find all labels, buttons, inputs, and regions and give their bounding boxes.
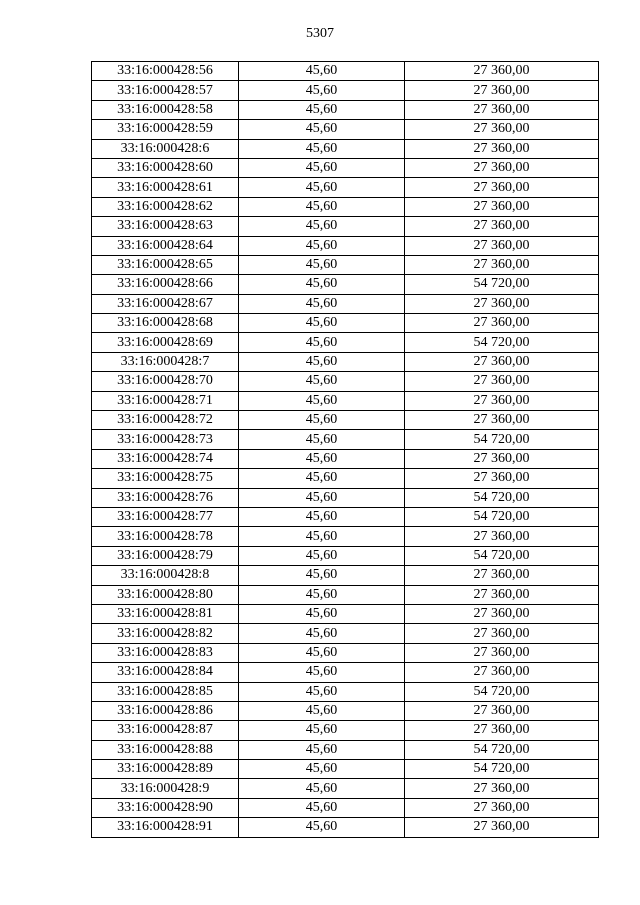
area-cell: 45,60 xyxy=(239,760,405,779)
area-cell: 45,60 xyxy=(239,721,405,740)
table-row xyxy=(92,624,599,643)
table-row xyxy=(92,740,599,759)
table-row xyxy=(92,779,599,798)
area-cell: 45,60 xyxy=(239,62,405,81)
cadastral-number-cell: 33:16:000428:75 xyxy=(92,469,239,488)
area-cell: 45,60 xyxy=(239,643,405,662)
table-row xyxy=(92,217,599,236)
area-cell: 45,60 xyxy=(239,372,405,391)
amount-cell: 27 360,00 xyxy=(405,721,599,740)
cadastral-number-cell: 33:16:000428:91 xyxy=(92,818,239,837)
amount-cell: 27 360,00 xyxy=(405,643,599,662)
area-cell: 45,60 xyxy=(239,546,405,565)
cadastral-number-cell: 33:16:000428:58 xyxy=(92,100,239,119)
table-row xyxy=(92,682,599,701)
area-cell: 45,60 xyxy=(239,585,405,604)
table-row xyxy=(92,546,599,565)
cadastral-number-cell: 33:16:000428:59 xyxy=(92,120,239,139)
amount-cell: 27 360,00 xyxy=(405,624,599,643)
area-cell: 45,60 xyxy=(239,255,405,274)
table-row xyxy=(92,294,599,313)
cadastral-number-cell: 33:16:000428:64 xyxy=(92,236,239,255)
amount-cell: 54 720,00 xyxy=(405,546,599,565)
amount-cell: 27 360,00 xyxy=(405,411,599,430)
area-cell: 45,60 xyxy=(239,469,405,488)
cadastral-number-cell: 33:16:000428:7 xyxy=(92,352,239,371)
table-row xyxy=(92,352,599,371)
table-row xyxy=(92,818,599,837)
page-number: 5307 xyxy=(306,26,334,41)
amount-cell: 27 360,00 xyxy=(405,62,599,81)
area-cell: 45,60 xyxy=(239,411,405,430)
cadastral-number-cell: 33:16:000428:69 xyxy=(92,333,239,352)
area-cell: 45,60 xyxy=(239,333,405,352)
area-cell: 45,60 xyxy=(239,488,405,507)
table-row xyxy=(92,255,599,274)
area-cell: 45,60 xyxy=(239,352,405,371)
table-row xyxy=(92,585,599,604)
cadastral-number-cell: 33:16:000428:88 xyxy=(92,740,239,759)
amount-cell: 27 360,00 xyxy=(405,779,599,798)
table-row xyxy=(92,527,599,546)
area-cell: 45,60 xyxy=(239,740,405,759)
area-cell: 45,60 xyxy=(239,701,405,720)
table-row xyxy=(92,507,599,526)
table-row xyxy=(92,701,599,720)
area-cell: 45,60 xyxy=(239,779,405,798)
cadastral-number-cell: 33:16:000428:9 xyxy=(92,779,239,798)
cadastral-number-cell: 33:16:000428:74 xyxy=(92,449,239,468)
amount-cell: 54 720,00 xyxy=(405,682,599,701)
area-cell: 45,60 xyxy=(239,100,405,119)
area-cell: 45,60 xyxy=(239,624,405,643)
table-row xyxy=(92,100,599,119)
area-cell: 45,60 xyxy=(239,81,405,100)
amount-cell: 27 360,00 xyxy=(405,294,599,313)
amount-cell: 27 360,00 xyxy=(405,391,599,410)
amount-cell: 54 720,00 xyxy=(405,275,599,294)
table-row xyxy=(92,197,599,216)
table-row xyxy=(92,139,599,158)
cadastral-number-cell: 33:16:000428:86 xyxy=(92,701,239,720)
area-cell: 45,60 xyxy=(239,604,405,623)
amount-cell: 27 360,00 xyxy=(405,527,599,546)
area-cell: 45,60 xyxy=(239,391,405,410)
amount-cell: 27 360,00 xyxy=(405,449,599,468)
amount-cell: 54 720,00 xyxy=(405,740,599,759)
amount-cell: 27 360,00 xyxy=(405,314,599,333)
amount-cell: 27 360,00 xyxy=(405,81,599,100)
area-cell: 45,60 xyxy=(239,507,405,526)
cadastral-number-cell: 33:16:000428:78 xyxy=(92,527,239,546)
cadastral-number-cell: 33:16:000428:87 xyxy=(92,721,239,740)
amount-cell: 54 720,00 xyxy=(405,430,599,449)
cadastral-number-cell: 33:16:000428:76 xyxy=(92,488,239,507)
cadastral-number-cell: 33:16:000428:57 xyxy=(92,81,239,100)
amount-cell: 27 360,00 xyxy=(405,100,599,119)
area-cell: 45,60 xyxy=(239,818,405,837)
amount-cell: 27 360,00 xyxy=(405,255,599,274)
table-row xyxy=(92,314,599,333)
area-cell: 45,60 xyxy=(239,275,405,294)
table-row xyxy=(92,178,599,197)
area-cell: 45,60 xyxy=(239,120,405,139)
amount-cell: 27 360,00 xyxy=(405,663,599,682)
amount-cell: 27 360,00 xyxy=(405,158,599,177)
table-row xyxy=(92,333,599,352)
table-row xyxy=(92,798,599,817)
amount-cell: 27 360,00 xyxy=(405,217,599,236)
cadastral-number-cell: 33:16:000428:6 xyxy=(92,139,239,158)
table-row xyxy=(92,236,599,255)
area-cell: 45,60 xyxy=(239,682,405,701)
cadastral-number-cell: 33:16:000428:8 xyxy=(92,566,239,585)
amount-cell: 27 360,00 xyxy=(405,818,599,837)
amount-cell: 27 360,00 xyxy=(405,604,599,623)
area-cell: 45,60 xyxy=(239,314,405,333)
cadastral-number-cell: 33:16:000428:67 xyxy=(92,294,239,313)
table-row xyxy=(92,120,599,139)
table-row xyxy=(92,62,599,81)
cadastral-number-cell: 33:16:000428:72 xyxy=(92,411,239,430)
table-row xyxy=(92,158,599,177)
table-row xyxy=(92,372,599,391)
cadastral-number-cell: 33:16:000428:85 xyxy=(92,682,239,701)
cadastral-number-cell: 33:16:000428:81 xyxy=(92,604,239,623)
amount-cell: 27 360,00 xyxy=(405,585,599,604)
cadastral-number-cell: 33:16:000428:73 xyxy=(92,430,239,449)
table-row xyxy=(92,760,599,779)
area-cell: 45,60 xyxy=(239,236,405,255)
amount-cell: 27 360,00 xyxy=(405,352,599,371)
area-cell: 45,60 xyxy=(239,527,405,546)
table-row xyxy=(92,721,599,740)
area-cell: 45,60 xyxy=(239,158,405,177)
table-row xyxy=(92,566,599,585)
table-row xyxy=(92,430,599,449)
amount-cell: 27 360,00 xyxy=(405,139,599,158)
amount-cell: 54 720,00 xyxy=(405,333,599,352)
table-row xyxy=(92,663,599,682)
area-cell: 45,60 xyxy=(239,197,405,216)
cadastral-number-cell: 33:16:000428:80 xyxy=(92,585,239,604)
cadastral-number-cell: 33:16:000428:61 xyxy=(92,178,239,197)
cadastral-number-cell: 33:16:000428:89 xyxy=(92,760,239,779)
table-row xyxy=(92,449,599,468)
area-cell: 45,60 xyxy=(239,663,405,682)
cadastral-number-cell: 33:16:000428:63 xyxy=(92,217,239,236)
cadastral-number-cell: 33:16:000428:65 xyxy=(92,255,239,274)
amount-cell: 27 360,00 xyxy=(405,701,599,720)
cadastral-number-cell: 33:16:000428:83 xyxy=(92,643,239,662)
table-row xyxy=(92,488,599,507)
table-row xyxy=(92,469,599,488)
area-cell: 45,60 xyxy=(239,798,405,817)
cadastral-number-cell: 33:16:000428:70 xyxy=(92,372,239,391)
cadastral-number-cell: 33:16:000428:77 xyxy=(92,507,239,526)
table-row xyxy=(92,391,599,410)
cadastral-number-cell: 33:16:000428:84 xyxy=(92,663,239,682)
cadastral-number-cell: 33:16:000428:90 xyxy=(92,798,239,817)
amount-cell: 27 360,00 xyxy=(405,566,599,585)
table-row xyxy=(92,411,599,430)
cadastral-number-cell: 33:16:000428:82 xyxy=(92,624,239,643)
area-cell: 45,60 xyxy=(239,449,405,468)
table-row xyxy=(92,275,599,294)
area-cell: 45,60 xyxy=(239,430,405,449)
amount-cell: 54 720,00 xyxy=(405,488,599,507)
table-body xyxy=(92,62,599,838)
data-table xyxy=(91,61,599,838)
table-row xyxy=(92,81,599,100)
cadastral-number-cell: 33:16:000428:60 xyxy=(92,158,239,177)
amount-cell: 54 720,00 xyxy=(405,507,599,526)
area-cell: 45,60 xyxy=(239,294,405,313)
cadastral-number-cell: 33:16:000428:79 xyxy=(92,546,239,565)
amount-cell: 27 360,00 xyxy=(405,178,599,197)
table-row xyxy=(92,643,599,662)
cadastral-number-cell: 33:16:000428:56 xyxy=(92,62,239,81)
amount-cell: 27 360,00 xyxy=(405,120,599,139)
cadastral-number-cell: 33:16:000428:71 xyxy=(92,391,239,410)
amount-cell: 27 360,00 xyxy=(405,236,599,255)
amount-cell: 27 360,00 xyxy=(405,372,599,391)
amount-cell: 54 720,00 xyxy=(405,760,599,779)
area-cell: 45,60 xyxy=(239,566,405,585)
cadastral-number-cell: 33:16:000428:62 xyxy=(92,197,239,216)
table-row xyxy=(92,604,599,623)
cadastral-number-cell: 33:16:000428:68 xyxy=(92,314,239,333)
area-cell: 45,60 xyxy=(239,139,405,158)
amount-cell: 27 360,00 xyxy=(405,197,599,216)
amount-cell: 27 360,00 xyxy=(405,469,599,488)
cadastral-number-cell: 33:16:000428:66 xyxy=(92,275,239,294)
area-cell: 45,60 xyxy=(239,178,405,197)
amount-cell: 27 360,00 xyxy=(405,798,599,817)
area-cell: 45,60 xyxy=(239,217,405,236)
